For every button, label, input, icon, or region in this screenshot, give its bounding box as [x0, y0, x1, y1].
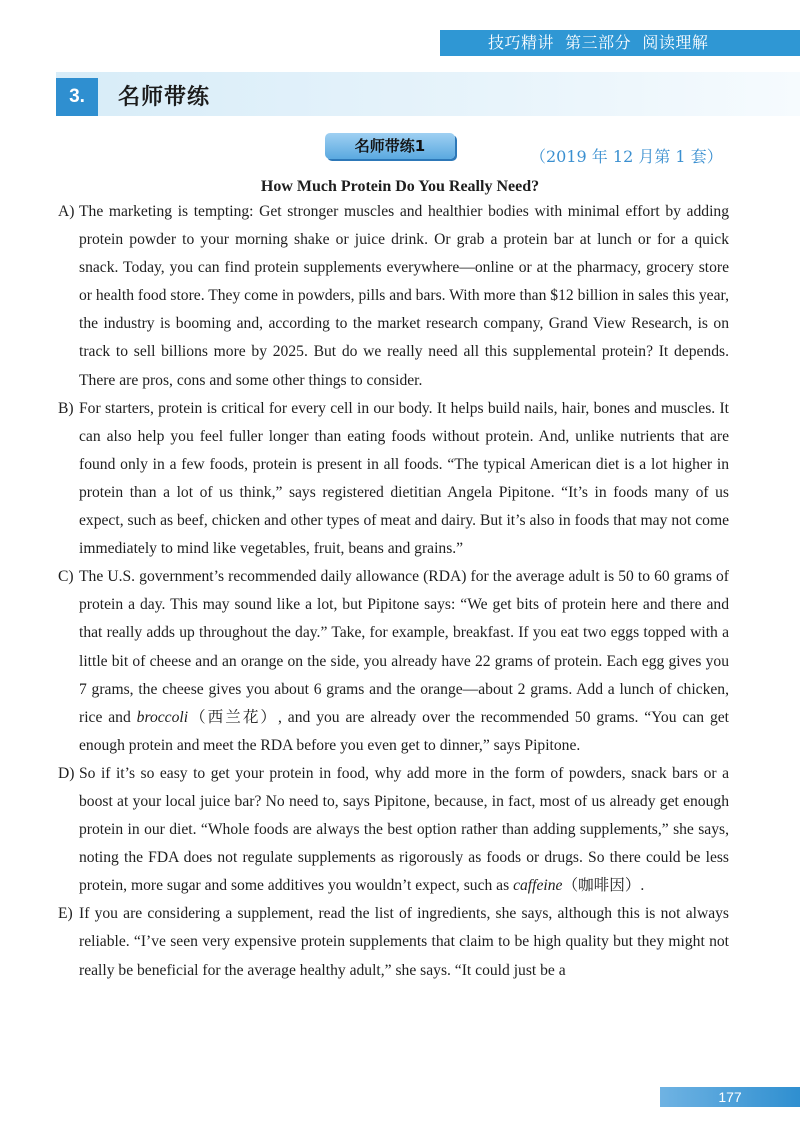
paragraph-e: [0, 900, 729, 984]
exercise-badge: 名师带练1: [325, 133, 455, 159]
paragraph-label: A): [58, 203, 75, 220]
paragraph-text-cont: , and you are already over the recommended 50 grams. “You can get enough protein and meet the RDA before you even get to dinner,” says Pipitone.: [79, 708, 729, 754]
article-title: How Much Protein Do You Really Need?: [260, 178, 540, 195]
glossed-term: caffeine: [513, 877, 563, 895]
paragraph-c: [0, 563, 729, 760]
paragraph-label: B): [58, 399, 74, 417]
section-title: 名师带练: [118, 85, 211, 110]
paragraph-text: So if it’s so easy to get your protein in food, why add more in the form of powders, snack bars or a boost at your local juice bar? No need to, says Pipitone, because, in fact, most of us already get enough protein in our diet. “Whole foods are always the best option rather than adding supplements,” she says, noting the FDA does not regulate supplements as rigorously as foods or drugs. So there could be less protein, more sugar and some additives you wouldn’t expect, such as: [79, 764, 729, 895]
paragraph-text: If you are considering a supplement, read the list of ingredients, she says, although this is not always reliable. “I’ve seen very expensive protein supplements that claim to be high quality but they might not really be beneficial for the average healthy adult,” she says. “It could just be a: [79, 905, 729, 979]
paragraph-d: [0, 760, 729, 900]
paragraph-label: E): [58, 905, 73, 923]
page-number: 177: [718, 1089, 742, 1105]
glossed-term: broccoli: [136, 708, 189, 726]
paragraph-text: The marketing is tempting: Get stronger muscles and healthier bodies with minimal effort by adding protein powder to your morning shake or juice drink. Or grab a protein bar at lunch or for a quick snack. Today, you can find protein supplements everywhere—online or at the pharmacy, grocery store or health food store. They come in powders, pills and bars. With more than $12 billion in sales this year, the industry is booming and, according to the market research company, Grand View Research, is on track to sell billions more by 2025. But do we really need all this supplemental protein? It depends. There are pros, cons and some other things to consider.: [79, 203, 729, 389]
running-header-title: 技巧精讲 第三部分 阅读理解: [488, 33, 709, 52]
paragraph-label: C): [58, 568, 74, 586]
paragraph-a: [0, 198, 729, 395]
paragraph-text: The U.S. government’s recommended daily allowance (RDA) for the average adult is 50 to 60 grams of protein a day. This may sound like a lot, but Pipitone says: “We get bits of protein here and there and that really adds up throughout the day.” Take, for example, breakfast. If you eat two eggs topped with a little bit of cheese and an orange on the side, you already have 22 grams of protein. Each egg gives you 7 grams, the cheese gives you about 6 grams and the orange—about 2 grams. Add a lunch of chicken, rice and: [79, 568, 729, 726]
exercise-source: （2019 年 12 月第 1 套）: [530, 147, 723, 166]
paragraph-text: For starters, protein is critical for every cell in our body. It helps build nails, hair, bones and muscles. It can also help you feel fuller longer than eating foods without protein. And, unlike nutrients that are found only in a few foods, protein is present in all foods. “The typical American diet is a lot higher in protein than a lot of us think,” says registered dietitian Angela Pipitone. “It’s in foods many of us expect, such as beef, chicken and other types of meat and dairy. But it’s also in foods that may not come immediately to mind like vegetables, fruit, beans and grains.”: [79, 399, 729, 558]
paragraph-text-cont: .: [640, 877, 645, 895]
paragraph-label: D): [58, 764, 75, 782]
paragraph-b: [0, 395, 729, 564]
term-gloss: （咖啡因）: [562, 877, 641, 895]
section-number: 3.: [56, 78, 98, 116]
article-body: [0, 198, 800, 985]
term-gloss: （西兰花）: [188, 708, 278, 726]
